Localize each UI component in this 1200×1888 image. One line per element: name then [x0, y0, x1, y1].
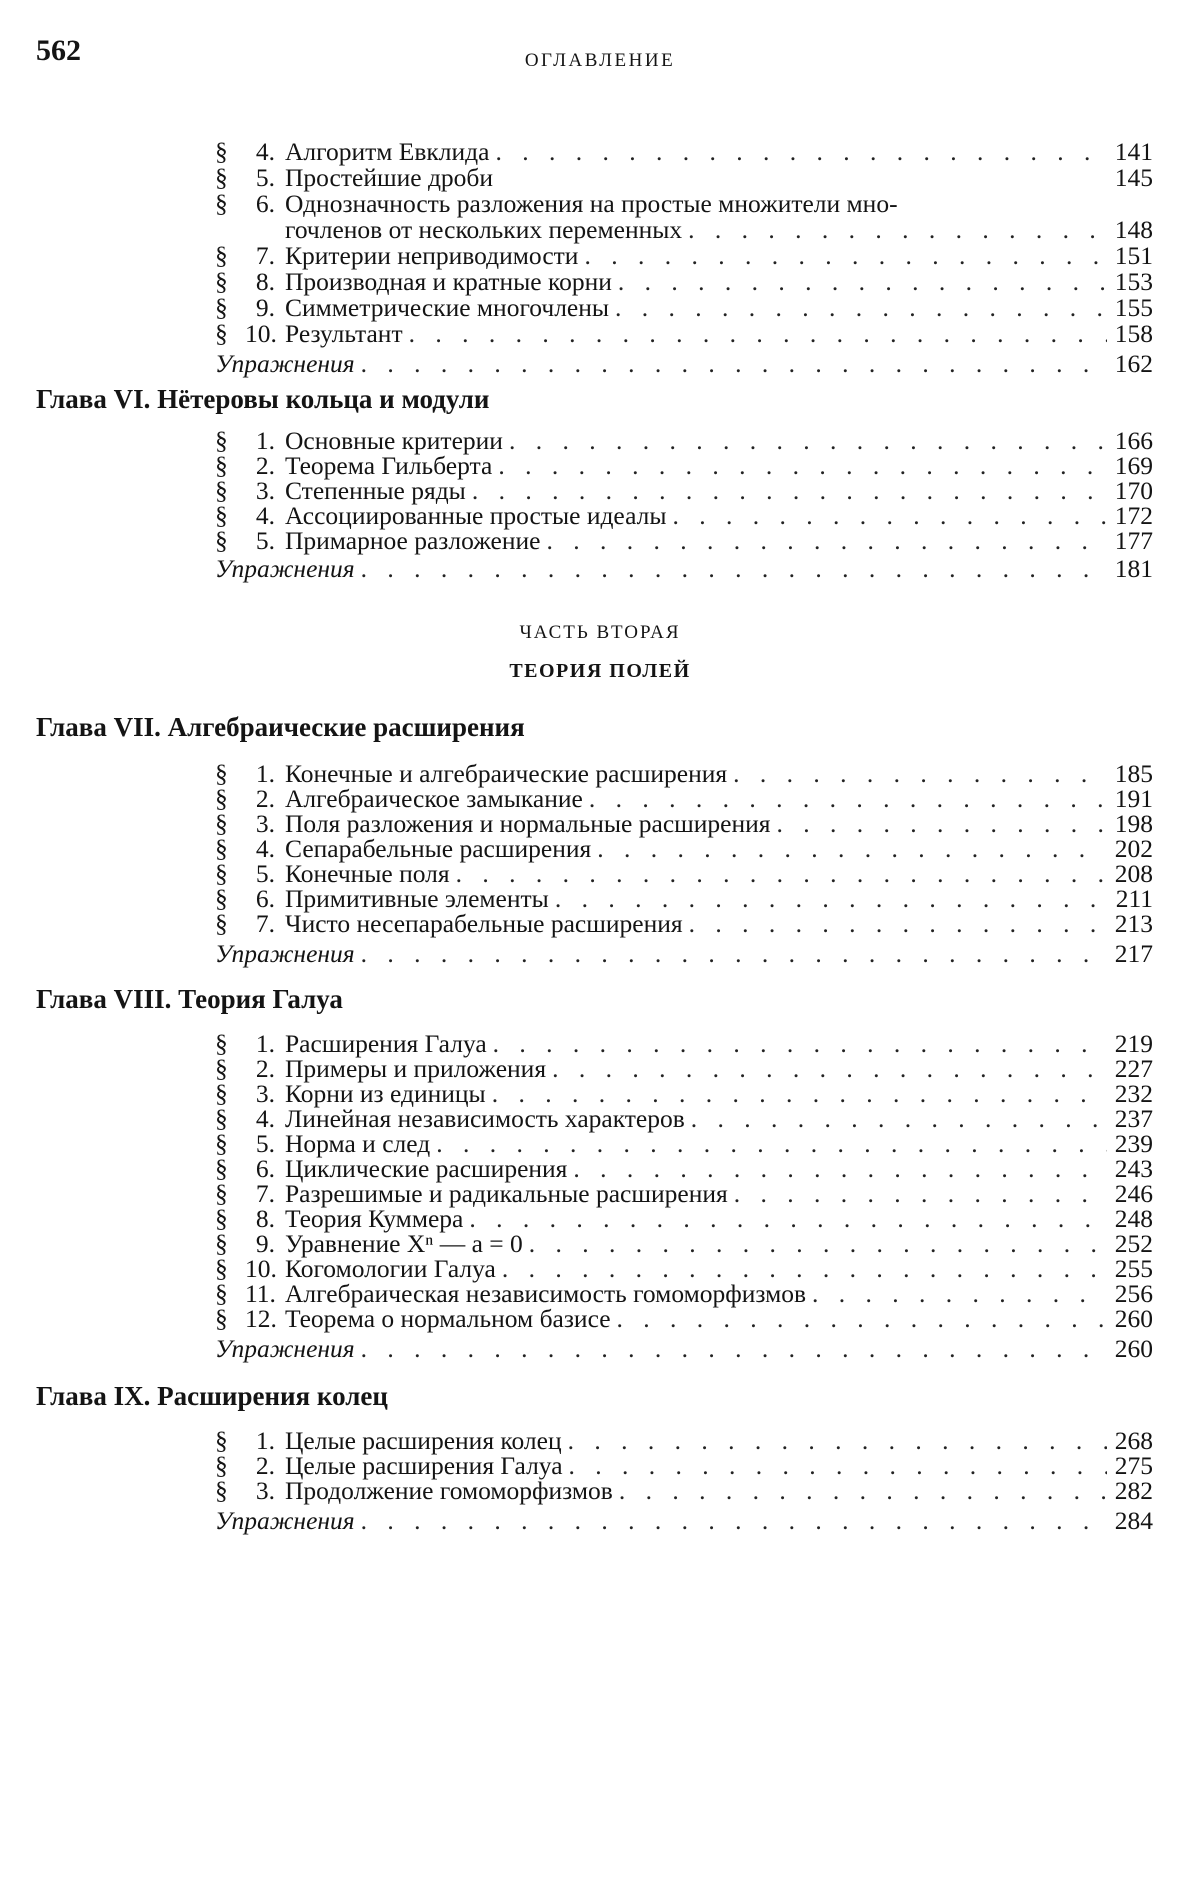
section-number: 5. [255, 1129, 275, 1158]
dot-leader [361, 1333, 1107, 1364]
section-number: 3. [255, 1079, 275, 1108]
section-symbol: § [215, 241, 228, 270]
section-title: Теория Куммера [285, 1204, 464, 1233]
section-number: 5. [255, 859, 275, 888]
section-number: 1. [255, 1029, 275, 1058]
section-symbol: § [215, 809, 228, 838]
section-number: 10. [245, 1254, 277, 1283]
section-page: 191 [1114, 784, 1153, 813]
section-page: 202 [1114, 834, 1153, 863]
section-symbol: § [215, 319, 228, 348]
exercises-page: 284 [1114, 1506, 1153, 1535]
section-title: Простейшие дроби [285, 163, 494, 192]
dot-leader [546, 525, 1107, 556]
section-number: 4. [255, 1104, 275, 1133]
section-page: 148 [1114, 215, 1153, 244]
section-number: 4. [255, 834, 275, 863]
section-page: 211 [1115, 884, 1153, 913]
section-number: 9. [255, 293, 275, 322]
toc-entry [215, 1303, 1153, 1334]
section-title: Критерии неприводимости [285, 241, 579, 270]
section-number: 6. [255, 189, 275, 218]
section-number: 7. [255, 1179, 275, 1208]
section-number: 5. [255, 163, 275, 192]
section-title: Сепарабельные расширения [285, 834, 592, 863]
section-symbol: § [215, 1254, 228, 1283]
exercises-page: 181 [1114, 554, 1153, 583]
section-symbol: § [215, 784, 228, 813]
section-page: 282 [1114, 1476, 1153, 1505]
dot-leader [361, 348, 1107, 379]
exercises-title: Упражнения [215, 554, 355, 583]
section-title: Циклические расширения [285, 1154, 568, 1183]
section-title: Норма и след [285, 1129, 431, 1158]
section-title: Производная и кратные корни [285, 267, 612, 296]
chapter-title: Глава VII. Алгебраические расширения [36, 712, 525, 742]
section-title: Алгоритм Евклида [285, 137, 490, 166]
exercises-title: Упражнения [215, 1334, 355, 1363]
section-number: 1. [255, 759, 275, 788]
section-symbol: § [215, 859, 228, 888]
section-symbol: § [215, 1229, 228, 1258]
toc-entry [215, 1475, 1153, 1506]
section-page: 255 [1114, 1254, 1153, 1283]
section-title: Ассоциированные простые идеалы [285, 501, 667, 530]
section-number: 9. [255, 1229, 275, 1258]
section-title-continued: гочленов от нескольких переменных [285, 215, 683, 244]
section-title: Линейная независимость характеров [285, 1104, 685, 1133]
section-number: 11. [245, 1279, 276, 1308]
section-number: 3. [255, 809, 275, 838]
section-symbol: § [215, 1204, 228, 1233]
section-page: 275 [1114, 1451, 1153, 1480]
section-page: 213 [1114, 909, 1153, 938]
section-page: 248 [1114, 1204, 1153, 1233]
section-symbol: § [215, 834, 228, 863]
section-symbol: § [215, 884, 228, 913]
exercises-page: 260 [1114, 1334, 1153, 1363]
section-number: 12. [245, 1304, 277, 1333]
toc-entry [215, 318, 1153, 349]
section-symbol: § [215, 476, 228, 505]
section-page: 198 [1114, 809, 1153, 838]
section-title: Расширения Галуа [285, 1029, 487, 1058]
dot-leader [361, 553, 1107, 584]
section-title: Целые расширения колец [285, 1426, 562, 1455]
section-page: 256 [1114, 1279, 1153, 1308]
toc-entry [215, 908, 1153, 939]
section-page: 232 [1114, 1079, 1153, 1108]
section-title: Основные критерии [285, 426, 503, 455]
section-title: Конечные и алгебраические расширения [285, 759, 728, 788]
section-page: 243 [1114, 1154, 1153, 1183]
section-page: 153 [1114, 267, 1153, 296]
section-title: Симметрические многочлены [285, 293, 610, 322]
section-page: 239 [1114, 1129, 1153, 1158]
section-title: Степенные ряды [285, 476, 466, 505]
section-number: 7. [255, 241, 275, 270]
section-title: Теорема Гильберта [285, 451, 493, 480]
dot-leader [409, 318, 1107, 349]
section-symbol: § [215, 1426, 228, 1455]
section-title: Конечные поля [285, 859, 450, 888]
section-symbol: § [215, 163, 228, 192]
section-symbol: § [215, 526, 228, 555]
section-title: Целые расширения Галуа [285, 1451, 563, 1480]
section-title: Поля разложения и нормальные расширения [285, 809, 771, 838]
section-title: Алгебраическая независимость гомоморфизмов [285, 1279, 807, 1308]
section-symbol: § [215, 1451, 228, 1480]
section-title: Примарное разложение [285, 526, 541, 555]
dot-leader [361, 938, 1107, 969]
section-number: 6. [255, 1154, 275, 1183]
section-symbol: § [215, 137, 228, 166]
chapter-title: Глава IX. Расширения колец [36, 1381, 388, 1411]
section-symbol: § [215, 909, 228, 938]
section-number: 3. [255, 1476, 275, 1505]
section-page: 252 [1114, 1229, 1153, 1258]
exercises-title: Упражнения [215, 349, 355, 378]
section-symbol: § [215, 451, 228, 480]
section-title: Корни из единицы [285, 1079, 486, 1108]
chapter-title: Глава VIII. Теория Галуа [36, 984, 343, 1014]
section-symbol: § [215, 426, 228, 455]
section-page: 208 [1114, 859, 1153, 888]
exercises-title: Упражнения [215, 939, 355, 968]
section-number: 3. [255, 476, 275, 505]
section-page: 185 [1114, 759, 1153, 788]
section-symbol: § [215, 759, 228, 788]
section-symbol: § [215, 1476, 228, 1505]
section-title: Примитивные элементы [285, 884, 549, 913]
section-page: 141 [1114, 137, 1153, 166]
part-label: ЧАСТЬ ВТОРАЯ [519, 622, 681, 643]
section-number: 4. [255, 137, 275, 166]
section-number: 8. [255, 267, 275, 296]
section-symbol: § [215, 1104, 228, 1133]
section-symbol: § [215, 189, 228, 218]
section-page: 246 [1114, 1179, 1153, 1208]
section-symbol: § [215, 501, 228, 530]
section-number: 5. [255, 526, 275, 555]
section-page: 151 [1114, 241, 1153, 270]
section-page: 169 [1114, 451, 1153, 480]
section-number: 8. [255, 1204, 275, 1233]
toc-exercises [215, 1333, 1153, 1364]
toc-entry [215, 525, 1153, 556]
section-page: 219 [1114, 1029, 1153, 1058]
section-symbol: § [215, 1279, 228, 1308]
section-title: Когомологии Галуа [285, 1254, 496, 1283]
section-title: Уравнение Xⁿ — a = 0 [285, 1229, 523, 1258]
section-page: 172 [1114, 501, 1153, 530]
section-title: Примеры и приложения [285, 1054, 547, 1083]
section-title: Чисто несепарабельные расширения [285, 909, 683, 938]
section-page: 145 [1114, 163, 1153, 192]
toc-exercises [215, 1505, 1153, 1536]
section-number: 2. [255, 451, 275, 480]
exercises-title: Упражнения [215, 1506, 355, 1535]
part-title: ТЕОРИЯ ПОЛЕЙ [509, 660, 691, 682]
section-symbol: § [215, 1129, 228, 1158]
section-page: 155 [1114, 293, 1153, 322]
section-title: Продолжение гомоморфизмов [285, 1476, 613, 1505]
section-page: 237 [1114, 1104, 1153, 1133]
section-symbol: § [215, 1079, 228, 1108]
section-number: 1. [255, 1426, 275, 1455]
section-title: Теорема о нормальном базисе [285, 1304, 611, 1333]
section-title: Однозначность разложения на простые множители мно- [285, 189, 898, 218]
section-symbol: § [215, 1054, 228, 1083]
toc-exercises [215, 553, 1153, 584]
chapter-title: Глава VI. Нётеровы кольца и модули [36, 384, 490, 414]
section-number: 6. [255, 884, 275, 913]
dot-leader [617, 1303, 1107, 1334]
section-number: 1. [255, 426, 275, 455]
section-symbol: § [215, 1304, 228, 1333]
section-number: 7. [255, 909, 275, 938]
section-number: 2. [255, 784, 275, 813]
section-page: 268 [1114, 1426, 1153, 1455]
exercises-page: 217 [1114, 939, 1153, 968]
section-symbol: § [215, 267, 228, 296]
section-symbol: § [215, 293, 228, 322]
section-symbol: § [215, 1154, 228, 1183]
section-page: 170 [1114, 476, 1153, 505]
exercises-page: 162 [1114, 349, 1153, 378]
dot-leader [689, 908, 1107, 939]
section-title: Разрешимые и радикальные расширения [285, 1179, 728, 1208]
toc-exercises [215, 348, 1153, 379]
section-title: Результант [285, 319, 403, 348]
section-page: 227 [1114, 1054, 1153, 1083]
section-title: Алгебраическое замыкание [285, 784, 583, 813]
section-symbol: § [215, 1179, 228, 1208]
running-head: ОГЛАВЛЕНИЕ [524, 50, 676, 71]
page-number: 562 [36, 34, 81, 67]
toc-exercises [215, 938, 1153, 969]
section-number: 10. [245, 319, 277, 348]
section-number: 2. [255, 1054, 275, 1083]
section-page: 166 [1114, 426, 1153, 455]
section-page: 177 [1114, 526, 1153, 555]
dot-leader [361, 1505, 1107, 1536]
dot-leader [619, 1475, 1107, 1506]
section-number: 4. [255, 501, 275, 530]
section-page: 260 [1114, 1304, 1153, 1333]
section-number: 2. [255, 1451, 275, 1480]
section-symbol: § [215, 1029, 228, 1058]
section-page: 158 [1114, 319, 1153, 348]
